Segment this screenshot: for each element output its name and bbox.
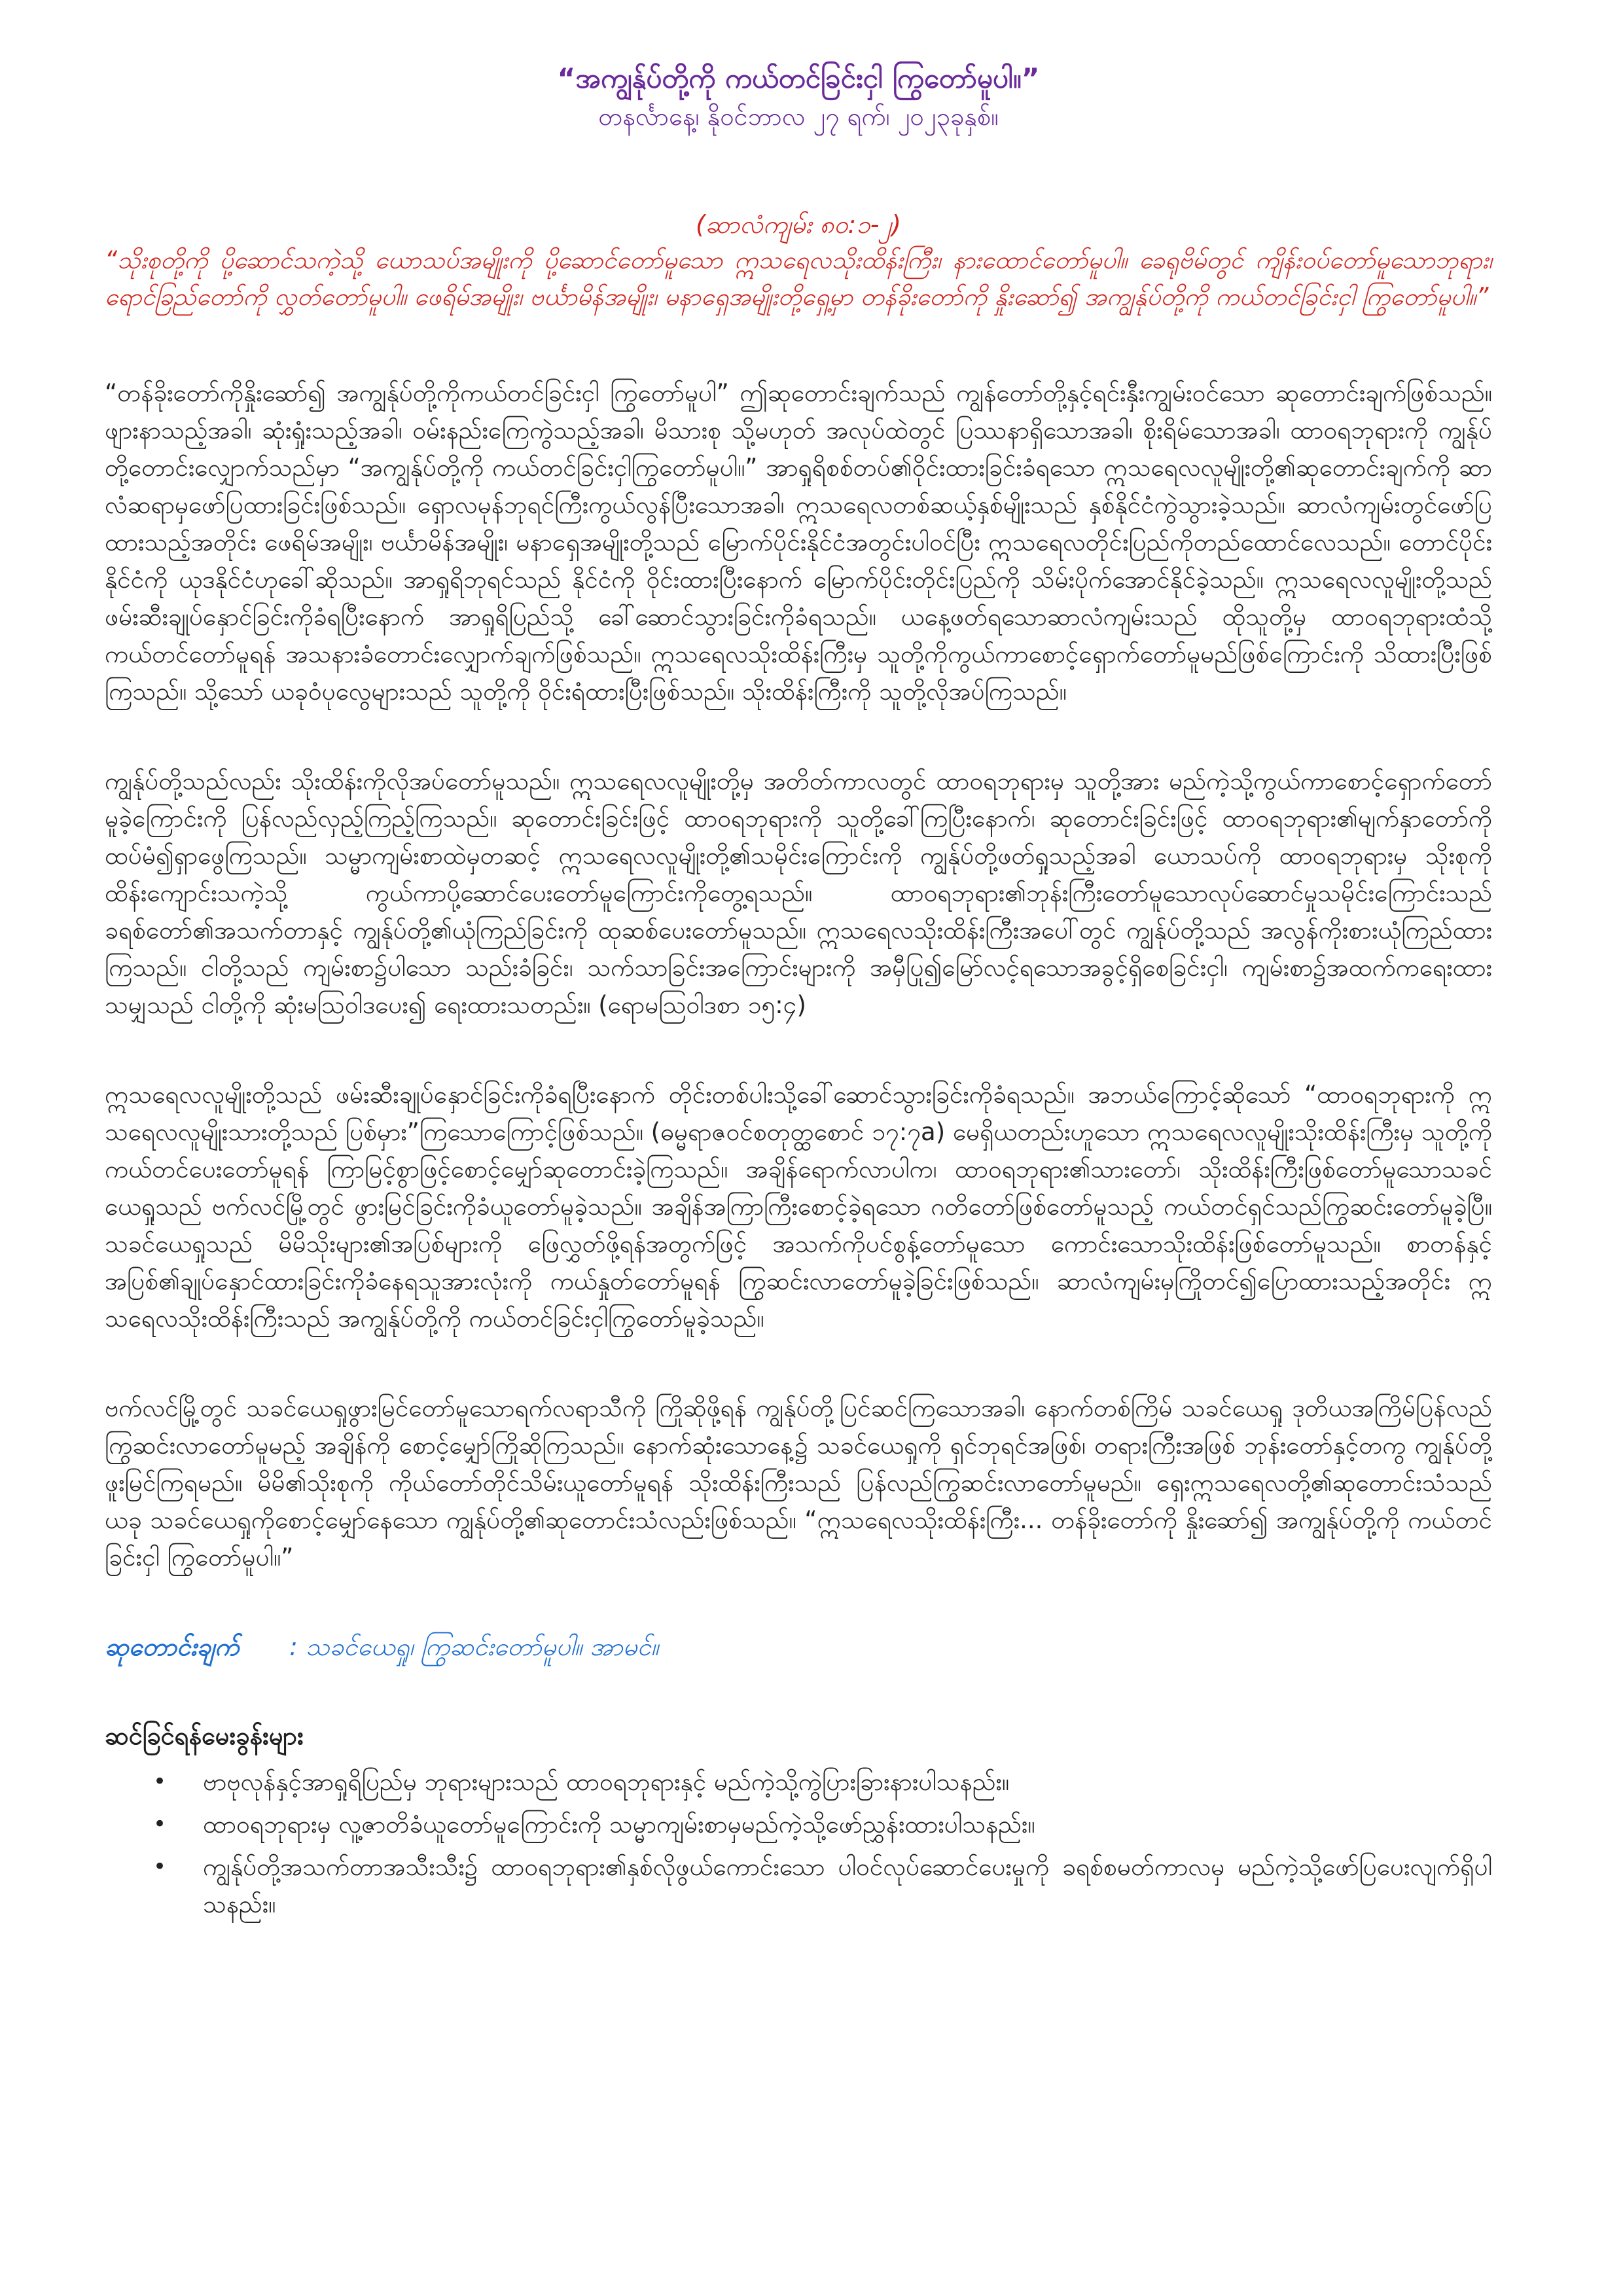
questions-list	[105, 1763, 1492, 1923]
question-text: ထာဝရဘုရားမှ လူ့ဇာတိခံယူတော်မူကြောင်းကို သမ္မာကျမ်းစာမှမည်ကဲ့သို့ဖော်ညွှန်းထားပါသနည်း။	[203, 1810, 1035, 1839]
question-item	[153, 1848, 1492, 1923]
body-paragraph-3: ဣသရေလလူမျိုးတို့သည် ဖမ်းဆီးချုပ်နှောင်ခြင်းကိုခံရပြီးနောက် တိုင်းတစ်ပါးသို့ခေါ်ဆောင်သွားခြင်းကိုခံရသည်။ အဘယ်ကြောင့်ဆိုသော် “ထာဝရဘုရားကို ဣသရေလလူမျိုးသားတို့သည် ပြစ်မှား”ကြသောကြောင့်ဖြစ်သည်။ (ဓမ္မရာဇဝင်စတုတ္ထစောင် ၁၇:၇a) မေရှိယတည်းဟူသော ဣသရေလလူမျိုးသိုးထိန်းကြီးမှ သူတို့ကိုကယ်တင်ပေးတော်မူရန် ကြာမြင့်စွာဖြင့်စောင့်မျှော်ဆုတောင်းခဲ့ကြသည်။ အချိန်ရောက်လာပါက၊ ထာဝရဘုရား၏သားတော်၊ သိုးထိန်းကြီးဖြစ်တော်မူသောသခင်ယေရှုသည် ဗက်လင်မြို့တွင် ဖွားမြင်ခြင်းကိုခံယူတော်မူခဲ့သည်။ အချိန်အကြာကြီးစောင့်ခဲ့ရသော ဂတိတော်ဖြစ်တော်မူသည့် ကယ်တင်ရှင်သည်ကြွဆင်းတော်မူခဲ့ပြီ။ သခင်ယေရှုသည် မိမိသိုးများ၏အပြစ်များကို ဖြေလွှတ်ဖို့ရန်အတွက်ဖြင့် အသက်ကိုပင်စွန့်တော်မူသော ကောင်းသောသိုးထိန်းဖြစ်တော်မူသည်။ စာတန်နှင့်အပြစ်၏ချုပ်နှောင်ထားခြင်းကိုခံနေရသူအားလုံးကို ကယ်နှုတ်တော်မူရန် ကြွဆင်းလာတော်မူခဲ့ခြင်းဖြစ်သည်။ ဆာလံကျမ်းမှကြိုတင်၍ပြောထားသည့်အတိုင်း ဣသရေလသိုးထိန်းကြီးသည် အကျွန်ုပ်တို့ကို ကယ်တင်ခြင်းငှါကြွတော်မူခဲ့သည်။	[105, 1081, 1492, 1333]
bullet-icon: •	[153, 1811, 167, 1837]
body-paragraph-1: “တန်ခိုးတော်ကိုနှိုးဆော်၍ အကျွန်ုပ်တို့ကိုကယ်တင်ခြင်းငှါ ကြွတော်မူပါ” ဤဆုတောင်းချက်သည် ကျွန်တော်တို့နှင့်ရင်းနှီးကျွမ်းဝင်သော ဆုတောင်းချက်ဖြစ်သည်။ ဖျားနာသည့်အခါ၊ ဆုံးရှုံးသည့်အခါ၊ ဝမ်းနည်းကြေကွဲသည့်အခါ၊ မိသားစု သို့မဟုတ် အလုပ်ထဲတွင် ပြဿနာရှိသောအခါ၊ စိုးရိမ်သောအခါ၊ ထာဝရဘုရားကို ကျွန်ုပ်တို့တောင်းလျှောက်သည်မှာ “အကျွန်ုပ်တို့ကို ကယ်တင်ခြင်းငှါကြွတော်မူပါ။” အာရှုရိစစ်တပ်၏ဝိုင်းထားခြင်းခံရသော ဣသရေလလူမျိုးတို့၏ဆုတောင်းချက်ကို ဆာလံဆရာမှဖော်ပြထားခြင်းဖြစ်သည်။ ရှောလမုန်ဘုရင်ကြီးကွယ်လွန်ပြီးသောအခါ၊ ဣသရေလတစ်ဆယ့်နှစ်မျိုးသည် နှစ်နိုင်ငံကွဲသွားခဲ့သည်။ ဆာလံကျမ်းတွင်ဖော်ပြထားသည့်အတိုင်း ဖေရိမ်အမျိုး၊ ဗင်္ယာမိန်အမျိုး၊ မနာရှေအမျိုးတို့သည် မြောက်ပိုင်းနိုင်ငံအတွင်းပါဝင်ပြီး ဣသရေလတိုင်းပြည်ကိုတည်ထောင်လေသည်။ တောင်ပိုင်းနိုင်ငံကို ယုဒနိုင်ငံဟုခေါ်ဆိုသည်။ အာရှုရိဘုရင်သည် နိုင်ငံကို ဝိုင်းထားပြီးနောက် မြောက်ပိုင်းတိုင်းပြည်ကို သိမ်းပိုက်အောင်နိုင်ခဲ့သည်။ ဣသရေလလူမျိုးတို့သည် ဖမ်းဆီးချုပ်နှောင်ခြင်းကိုခံရပြီးနောက် အာရှုရိပြည်သို့ ခေါ်ဆောင်သွားခြင်းကိုခံရသည်။ ယနေ့ဖတ်ရသောဆာလံကျမ်းသည် ထိုသူတို့မှ ထာဝရဘုရားထံသို့ ကယ်တင်တော်မူရန် အသနားခံတောင်းလျှောက်ချက်ဖြစ်သည်။ ဣသရေလသိုးထိန်းကြီးမှ သူတို့ကိုကွယ်ကာစောင့်ရှောက်တော်မူမည်ဖြစ်ကြောင်းကို သိထားပြီးဖြစ်ကြသည်။ သို့သော် ယခုဝံပုလွေများသည် သူတို့ကို ဝိုင်းရံထားပြီးဖြစ်သည်။ သိုးထိန်းကြီးကို သူတို့လိုအပ်ကြသည်။	[105, 379, 1492, 706]
prayer-line	[105, 1628, 1492, 1665]
question-text: ကျွန်ုပ်တို့အသက်တာအသီးသီး၌ ထာဝရဘုရား၏နှစ်လိုဖွယ်ကောင်းသော ပါဝင်လုပ်ဆောင်ပေးမှုကို ခရစ်စမတ်ကာလမှ မည်ကဲ့သို့ဖော်ပြပေးလျက်ရှိပါသနည်း။	[203, 1853, 1492, 1918]
scripture-reference: (ဆာလံကျမ်း ၈၀:၁-၂)	[696, 210, 901, 239]
page-title: “အကျွန်ုပ်တို့ကို ကယ်တင်ခြင်းငှါ ကြွတော်မူပါ။”	[557, 62, 1040, 94]
scripture-text: “သိုးစုတို့ကို ပို့ဆောင်သကဲ့သို့ ယောသပ်အမျိုးကို ပို့ဆောင်တော်မူသော ဣသရေလသိုးထိန်းကြီး၊ နားထောင်တော်မူပါ။ ခေရုဗိမ်တွင် ကျိန်းဝပ်တော်မူသောဘုရား၊ ရောင်ခြည်တော်ကို လွှတ်တော်မူပါ။ ဖေရိမ်အမျိုး၊ ဗင်္ယာမိန်အမျိုး၊ မနာရှေအမျိုးတို့ရှေ့မှာ တန်ခိုးတော်ကို နှိုးဆော်၍ အကျွန်ုပ်တို့ကို ကယ်တင်ခြင်းငှါ ကြွတော်မူပါ။”	[105, 246, 1492, 311]
question-item	[153, 1763, 1492, 1801]
question-item	[153, 1806, 1492, 1843]
body-paragraph-2: ကျွန်ုပ်တို့သည်လည်း သိုးထိန်းကိုလိုအပ်တော်မူသည်။ ဣသရေလလူမျိုးတို့မှ အတိတ်ကာလတွင် ထာဝရဘုရားမှ သူတို့အား မည်ကဲ့သို့ကွယ်ကာစောင့်ရှောက်တော်မူခဲ့ကြောင်းကို ပြန်လည်လှည့်ကြည့်ကြသည်။ ဆုတောင်းခြင်းဖြင့် ထာဝရဘုရားကို သူတို့ခေါ်ကြပြီးနောက်၊ ဆုတောင်းခြင်းဖြင့် ထာဝရဘုရား၏မျက်နှာတော်ကို ထပ်မံ၍ရှာဖွေကြသည်။ သမ္မာကျမ်းစာထဲမှတဆင့် ဣသရေလလူမျိုးတို့၏သမိုင်းကြောင်းကို ကျွန်ုပ်တို့ဖတ်ရှုသည့်အခါ ယောသပ်ကို ထာဝရဘုရားမှ သိုးစုကိုထိန်းကျောင်းသကဲ့သို့ ကွယ်ကာပို့ဆောင်ပေးတော်မူကြောင်းကိုတွေ့ရသည်။ ထာဝရဘုရား၏ဘုန်းကြီးတော်မူသောလုပ်ဆောင်မှုသမိုင်းကြောင်းသည် ခရစ်တော်၏အသက်တာနှင့် ကျွန်ုပ်တို့၏ယုံကြည်ခြင်းကို ထုဆစ်ပေးတော်မူသည်။ ဣသရေလသိုးထိန်းကြီးအပေါ်တွင် ကျွန်ုပ်တို့သည် အလွန်ကိုးစားယုံကြည်ထားကြသည်။ ငါတို့သည် ကျမ်းစာ၌ပါသော သည်းခံခြင်း၊ သက်သာခြင်းအကြောင်းများကို အမှီပြု၍မြော်လင့်ရသောအခွင့်ရှိစေခြင်းငှါ၊ ကျမ်းစာ၌အထက်ကရေးထားသမျှသည် ငါတို့ကို ဆုံးမသြဝါဒပေး၍ ရေးထားသတည်း။ (ရောမသြဝါဒစာ ၁၅:၄)	[105, 767, 1492, 1019]
prayer-text: : သခင်ယေရှု၊ ကြွဆင်းတော်မူပါ။ အာမင်။	[289, 1632, 659, 1661]
prayer-label: ဆုတောင်းချက်	[105, 1632, 240, 1661]
question-text: ဗာဗုလုန်နှင့်အာရှုရိပြည်မှ ဘုရားများသည် ထာဝရဘုရားနှင့် မည်ကဲ့သို့ကွဲပြားခြားနားပါသနည်း။	[203, 1768, 1010, 1796]
body-paragraph-4: ဗက်လင်မြို့တွင် သခင်ယေရှုဖွားမြင်တော်မူသောရက်လရာသီကို ကြိုဆိုဖို့ရန် ကျွန်ုပ်တို့ပြင်ဆင်ကြသောအခါ၊ နောက်တစ်ကြိမ် သခင်ယေရှု ဒုတိယအကြိမ်ပြန်လည်ကြွဆင်းလာတော်မူမည့် အချိန်ကို စောင့်မျှော်ကြိုဆိုကြသည်။ နောက်ဆုံးသောနေ့၌ သခင်ယေရှုကို ရှင်ဘုရင်အဖြစ်၊ တရားကြီးအဖြစ် ဘုန်းတော်နှင့်တကွ ကျွန်ုပ်တို့ဖူးမြင်ကြရမည်။ မိမိ၏သိုးစုကို ကိုယ်တော်တိုင်သိမ်းယူတော်မူရန် သိုးထိန်းကြီးသည် ပြန်လည်ကြွဆင်းလာတော်မူမည်။ ရှေးဣသရေလတို့၏ဆုတောင်းသံသည် ယခု သခင်ယေရှုကိုစောင့်မျှော်နေသော ကျွန်ုပ်တို့၏ဆုတောင်းသံလည်းဖြစ်သည်။ “ဣသရေလသိုးထိန်းကြီး... တန်ခိုးတော်ကို နှိုးဆော်၍ အကျွန်ုပ်တို့ကို ကယ်တင်ခြင်းငှါ ကြွတော်မူပါ။”	[105, 1394, 1492, 1571]
questions-heading: ဆင်ခြင်ရန်မေးခွန်းများ	[105, 1721, 304, 1750]
devotional-page	[105, 59, 1492, 1928]
bullet-icon: •	[153, 1768, 167, 1795]
date-line: တနင်္လာနေ့၊ နိုဝင်ဘာလ ၂၇ ရက်၊ ၂၀၂၃ခုနှစ်။	[598, 102, 999, 131]
bullet-icon: •	[153, 1854, 167, 1880]
